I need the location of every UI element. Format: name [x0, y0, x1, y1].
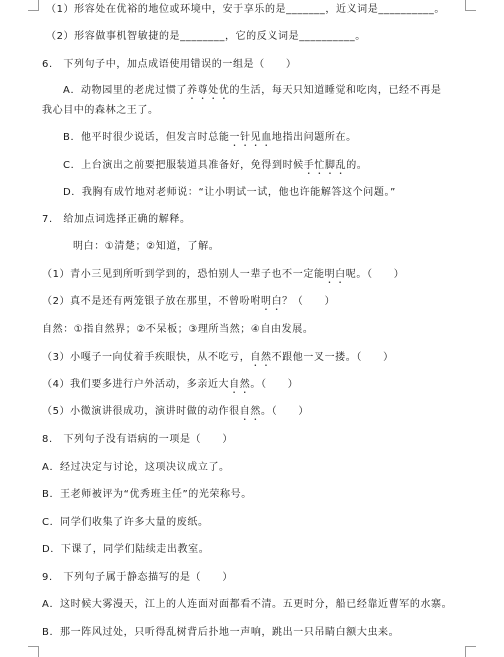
blank[interactable]: _______: [286, 4, 326, 15]
question-stem: 6. 下列句子中，加点成语使用错误的一组是（ ）: [42, 59, 297, 70]
dotted-word: 明白: [260, 296, 283, 307]
dotted-word: 自然: [229, 379, 251, 390]
q9-option-b: B．那一阵风过处，只听得乱树背后扑地一声响，跳出一只吊睛白额大虫来。: [42, 627, 400, 638]
dotted-idiom: 养尊处优: [187, 85, 230, 96]
dotted-idiom: 手忙脚乱: [303, 160, 347, 171]
q7-sentence-5: （5）小微演讲很成功，演讲时做的动作很自然。（ ）: [42, 406, 309, 417]
q6-option-a-cont: 我心目中的森林之王了。: [42, 105, 159, 116]
dotted-idiom: 一针见血: [229, 132, 272, 143]
q6-option-c: C．上台演出之前要把服装道具准备好，免得到时候手忙脚乱的。: [63, 160, 368, 171]
question-stem: 7. 给加点词选择正确的解释。: [42, 214, 191, 225]
q6-option-b: B．他平时很少说话，但发言时总能一针见血地指出问题所在。: [63, 132, 357, 143]
q7-sentence-1: （1）青小三见到所听到学到的，恐怕别人一辈子也不一定能明白呢。（ ）: [42, 269, 405, 280]
blank[interactable]: ________: [180, 31, 225, 42]
question-stem: 9. 下列句子属于静态描写的是（ ）: [42, 572, 233, 583]
q8-option-b: B．王老师被评为“优秀班主任”的光荣称号。: [42, 489, 252, 500]
dotted-word: 自然: [239, 406, 261, 417]
blank[interactable]: __________: [299, 31, 356, 42]
q5-sub2: （2）形容做事机智敏捷的是________，它的反义词是__________。: [46, 31, 366, 42]
definition: 自然：①指自然界；②不呆板；③理所当然；④自由发展。: [42, 324, 314, 335]
dotted-word: 明白: [324, 269, 346, 280]
question-stem: 8. 下列句子没有语病的一项是（ ）: [42, 434, 233, 445]
dotted-word: 自然: [250, 352, 272, 363]
q7-sentence-2: （2）真不是还有两笼银子放在那里，不曾吩咐明白？（ ）: [42, 296, 336, 307]
q7-sentence-3: （3）小嘎子一向仗着手疾眼快，从不吃亏，自然不跟他一叉一搂。（ ）: [42, 352, 394, 363]
q6-option-d: D．我胸有成竹地对老师说：“让小明试一试，他也许能解答这个问题。”: [63, 187, 396, 198]
q8-option-a: A．经过决定与讨论，这项决议成立了。: [42, 462, 230, 473]
page-corner-top-left: [28, 0, 39, 11]
q8-option-d: D．下课了，同学们陆续走出教室。: [42, 544, 210, 555]
page-corner-top-right: [465, 0, 476, 11]
blank[interactable]: __________: [378, 4, 435, 15]
page-corner-bottom-left: [28, 646, 39, 657]
q5-sub1: （1）形容处在优裕的地位或环境中，安于享乐的是_______，近义词是__________。: [46, 4, 445, 15]
q7-sentence-4: （4）我们要多进行户外活动，多亲近大自然。（ ）: [42, 379, 299, 390]
q6-option-a: A．动物园里的老虎过惯了养尊处优的生活，每天只知道睡觉和吃肉，已经不再是: [63, 85, 442, 96]
definition: 明白：①清楚；②知道，了解。: [73, 241, 220, 252]
page-corner-bottom-right: [465, 646, 476, 657]
q8-option-c: C．同学们收集了许多大量的废纸。: [42, 517, 209, 528]
q9-option-a: A．这时候大雾漫天，江上的人连面对面都看不清。五更时分，船已经靠近曹军的水寨。: [42, 599, 453, 610]
